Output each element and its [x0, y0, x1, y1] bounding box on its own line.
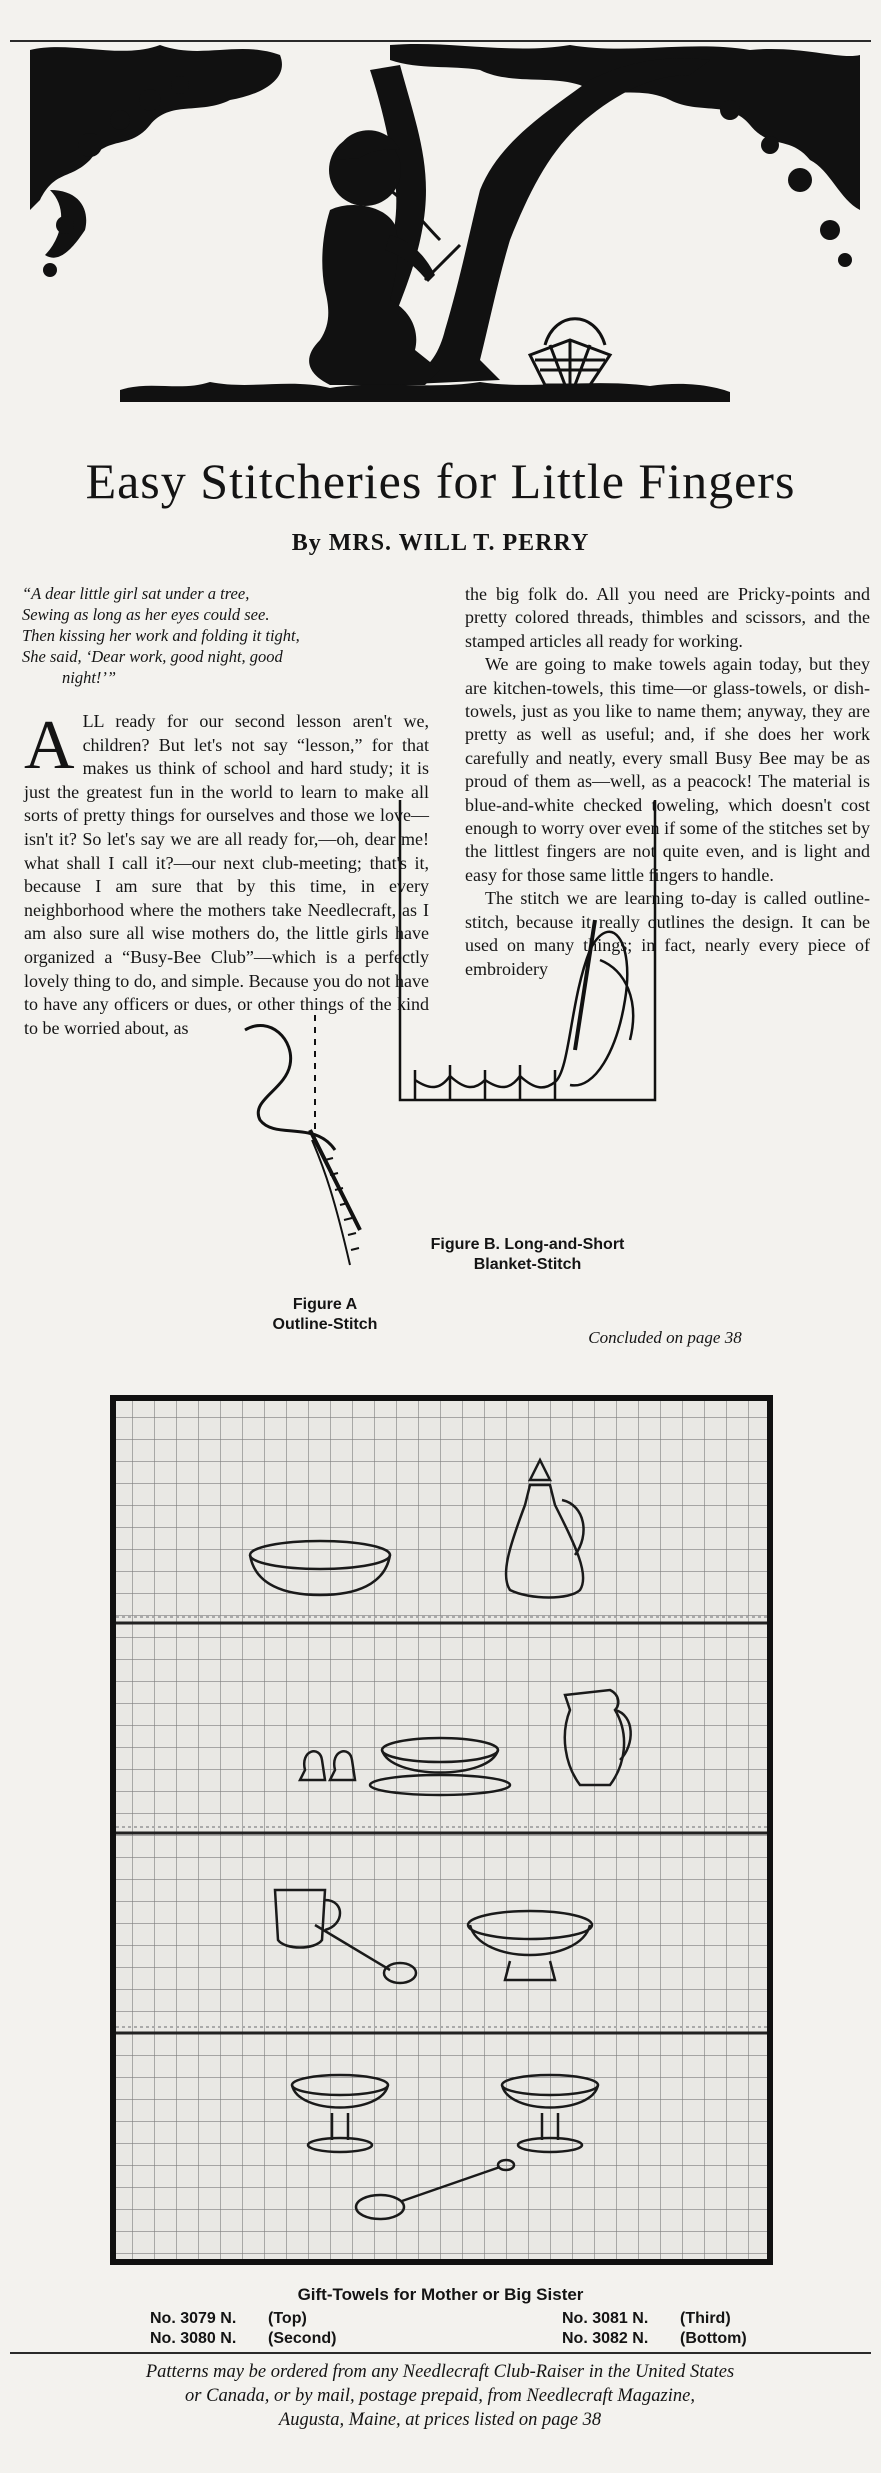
- poem: [22, 583, 442, 688]
- drop-cap: A: [24, 707, 75, 784]
- caption-line: Outline-Stitch: [272, 1316, 378, 1333]
- pattern-number: No. 3079 N.: [150, 2310, 237, 2327]
- figure-b-caption: [395, 1235, 660, 1275]
- caption-line: Blanket-Stitch: [473, 1256, 582, 1273]
- pattern-number-row: [150, 2309, 386, 2329]
- bottom-rule: [10, 2352, 871, 2354]
- pattern-number: No. 3082 N.: [562, 2330, 649, 2347]
- footer-line: or Canada, or by mail, postage prepaid, from Needlecraft Magazine,: [185, 2386, 695, 2406]
- figure-a-caption: [240, 1295, 410, 1335]
- pattern-position: (Third): [680, 2310, 731, 2327]
- caption-line: Figure B. Long-and-Short: [430, 1236, 625, 1253]
- pattern-number: No. 3081 N.: [562, 2310, 649, 2327]
- poem-line: She said, ‘Dear work, good night, good: [22, 647, 283, 666]
- pattern-number-row: [562, 2309, 747, 2329]
- figure-b-blanket-stitch-diagram: [395, 800, 660, 1180]
- pattern-position: (Second): [268, 2330, 337, 2347]
- article-title: Easy Stitcheries for Little Fingers: [85, 453, 796, 509]
- pattern-number-row: [562, 2329, 747, 2349]
- paragraph: the big folk do. All you need are Pricky-points and pretty colored threads, thimbles and scissors, and the stamped articles all ready for working.: [465, 584, 870, 651]
- paragraph: The stitch we are learning to-day is called outline-stitch, because it really outlines the design. It can be used on many things; in fact, nearly every piece of embroidery: [465, 888, 870, 979]
- gift-towels-photo: [110, 1395, 773, 2265]
- ordering-note: [40, 2360, 840, 2432]
- pattern-position: (Bottom): [680, 2330, 747, 2347]
- silhouette-illustration: [30, 40, 860, 440]
- poem-line: Then kissing her work and folding it tight,: [22, 626, 300, 645]
- pattern-numbers-right: [562, 2309, 747, 2349]
- byline: By MRS. WILL T. PERRY: [291, 530, 590, 556]
- pattern-number: No. 3080 N.: [150, 2330, 237, 2347]
- pattern-number-row: [150, 2329, 386, 2349]
- paragraph: We are going to make towels again today, but they are kitchen-towels, this time—or glass-towels, or dish-towels, just as you like to name them; anyway, they are pretty as well as useful; and, if she does her work carefully and neatly, every small Busy Bee may be as proud of them as—well, as a peacock! The material is blue-and-white checked toweling, which doesn't cost enough to worry over even if some of the stitches set by the littlest fingers are not quite even, and is light and easy for those same little fingers to handle.: [465, 654, 870, 885]
- pattern-numbers-left: [150, 2309, 386, 2349]
- footer-line: Patterns may be ordered from any Needlecraft Club-Raiser in the United States: [145, 2362, 735, 2382]
- footer-line: Augusta, Maine, at prices listed on page 38: [278, 2410, 602, 2430]
- paragraph: LL ready for our second lesson aren't we, children? But let's not say “lesson,” for that makes us think of school and hard study; it is just the greatest fun in the world to learn to make all sorts of pretty things for ourselves and those we love—isn't it? So let's say we are all ready for,—oh, dear me! what shall I call it?—our next club-meeting; that's it, because I am sure that by this time, in every neighborhood where the mothers take Needlecraft, as I am also sure all wise mothers do, the little girls have organized a “Busy-Bee Club”—which is a perfectly lovely thing to do, and simple. Because you do not have to have any officers or dues, or other things of the kind to be worried about, as: [24, 711, 429, 1038]
- pattern-position: (Top): [268, 2310, 307, 2327]
- continuation-note: Concluded on page 38: [588, 1328, 742, 1347]
- article-column-1: [24, 707, 429, 1040]
- caption-line: Figure A: [292, 1296, 358, 1313]
- towels-caption: Gift-Towels for Mother or Big Sister: [297, 2285, 584, 2304]
- poem-line: Sewing as long as her eyes could see.: [22, 605, 270, 624]
- poem-line: “A dear little girl sat under a tree,: [22, 584, 250, 603]
- poem-line: night!’”: [62, 668, 117, 687]
- figure-a-outline-stitch-diagram: [240, 1010, 390, 1270]
